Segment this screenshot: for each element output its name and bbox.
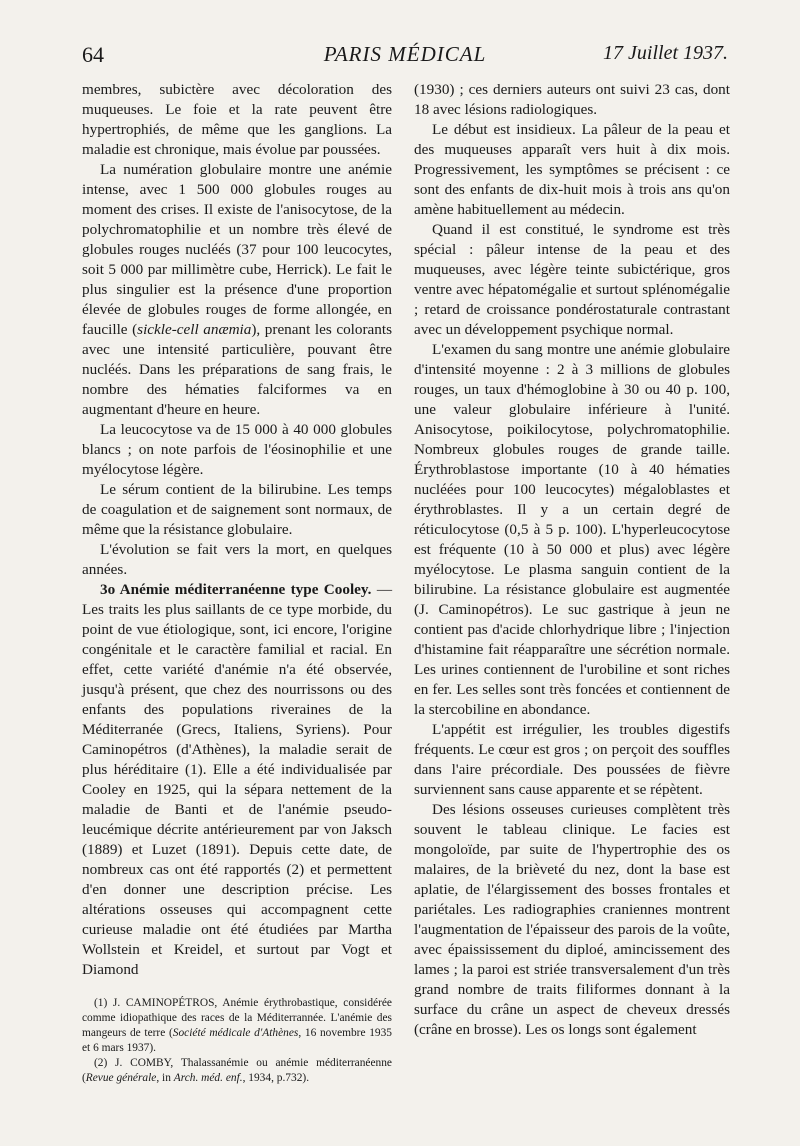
paragraph: L'évolution se fait vers la mort, en quelques années. <box>82 541 392 578</box>
section-heading: 3o Anémie méditerranéenne type Cooley. <box>100 581 372 598</box>
paragraph: La numération globulaire montre une anémie intense, avec 1 500 000 globules rouges au moment des crises. Il existe de l'anisocytose, de la polychromatophilie et un nombre très élevé de globules rouges nucléés (37 pour 100 leucocytes, soit 5 000 par millimètre cube, Herrick). Le fait le plus singulier est la présence d'une proportion élevée de globules rouges de forme allongée, en faucille (sickle-cell anæmia), prenant les colorants avec une intensité particulière, pouvant être nucléés. Dans les préparations de sang frais, le nombre des hématies falciformes va en augmentant d'heure en heure. <box>82 161 392 418</box>
page-header <box>82 42 728 76</box>
paragraph: Le sérum contient de la bilirubine. Les temps de coagulation et de saignement sont normaux, de même que la résistance globulaire. <box>82 481 392 538</box>
footnote: (2) J. COMBY, Thalassanémie ou anémie méditerranéenne (Revue générale, in Arch. méd. enf., 1934, p.732). <box>82 1057 392 1084</box>
paragraph: Le début est insidieux. La pâleur de la peau et des muqueuses apparaît vers huit à dix mois. Progressivement, les symptômes se précisent : ce sont des enfants de dix-huit mois à trois ans qu'on amène habituellement au médecin. <box>414 121 730 218</box>
paragraph: (1930) ; ces derniers auteurs ont suivi 23 cas, dont 18 avec lésions radiologiques. <box>414 81 730 118</box>
issue-date: 17 Juillet 1937. <box>603 42 728 64</box>
paragraph: L'examen du sang montre une anémie globulaire d'intensité moyenne : 2 à 3 millions de globules rouges, un taux d'hémoglobine à 30 ou 40 p. 100, une valeur globulaire inférieure à l'unité. Anisocytose, poikilocytose, polychromatophilie. Nombreux globules rouges de grande taille. Érythroblastose importante (10 à 40 hématies nucléées pour 100 leucocytes) mégaloblastes et érythroblastes. Il y a un certain degré de réticulocytose (0,5 à 5 p. 100). L'hyperleucocytose est fréquente (10 à 50 000 et plus) avec légère myélocytose. Le plasma sanguin contient de la bilirubine. La résistance globulaire est augmentée (J. Caminopétros). Le suc gastrique à jeun ne contient pas d'acide chlorhydrique libre ; l'injection d'histamine fait réapparaître une sécrétion normale. Les urines contiennent de l'urobiline et sont riches en fer. Les selles sont très foncées et contiennent de la stercobiline en abondance. <box>414 341 730 718</box>
left-column <box>82 80 392 1086</box>
paragraph: membres, subictère avec décoloration des muqueuses. Le foie et la rate peuvent être hypertrophiés, de même que les ganglions. La maladie est chronique, mais évolue par poussées. <box>82 81 392 158</box>
paragraph: Des lésions osseuses curieuses complètent très souvent le tableau clinique. Le facies est mongoloïde, par suite de l'hypertrophie des os malaires, de la brièveté du nez, dont la base est aplatie, de l'élargissement des bosses frontales et pariétales. Les radiographies craniennes montrent l'augmentation de l'épaisseur des parois de la voûte, avec épaississement du diploé, amincissement des lames ; la paroi est striée transversalement d'un très grand nombre de traits filiformes donnant à la surface du crâne un aspect de cheveux dressés (crâne en brosse). Les os longs sont également <box>414 801 730 1038</box>
italic-term: sickle-cell anæmia <box>137 321 252 338</box>
paragraph: 3o Anémie méditerranéenne type Cooley. — Les traits les plus saillants de ce type morbide, du point de vue étiologique, sont, ici encore, l'origine congénitale et le caractère familial et racial. En effet, cette variété d'anémie n'a été observée, jusqu'à présent, que chez des nourrissons ou des enfants des populations riveraines de la Méditerranée (Grecs, Italiens, Syriens). Pour Caminopétros (d'Athènes), la maladie serait de plus héréditaire (1). Elle a été individualisée par Cooley en 1925, qui la sépara nettement de la maladie de Banti et de l'anémie pseudo-leucémique décrite antérieurement par von Jaksch (1889) et Luzet (1891). Depuis cette date, de nombreux cas ont été rapportés (2) et permettent d'en donner une description précise. Les altérations osseuses qui accompagnent cette curieuse maladie ont été étudiées par Martha Wollstein et Kreidel, et surtout par Vogt et Diamond <box>82 581 392 978</box>
paragraph: Quand il est constitué, le syndrome est très spécial : pâleur intense de la peau et des muqueuses, avec légère teinte subictérique, gros ventre avec hépatomégalie et surtout splénomégalie ; retard de croissance pondérostaturale contrastant avec un développement psychique normal. <box>414 221 730 338</box>
paragraph: L'appétit est irrégulier, les troubles digestifs fréquents. Le cœur est gros ; on perçoit des souffles dans l'aire précordiale. Des poussées de fièvre surviennent sans cause apparente et se répètent. <box>414 721 730 798</box>
journal-title: PARIS MÉDICAL <box>323 42 487 66</box>
footnotes <box>82 996 392 1086</box>
page-number: 64 <box>82 42 104 67</box>
paragraph: La leucocytose va de 15 000 à 40 000 globules blancs ; on note parfois de l'éosinophilie et une myélocytose légère. <box>82 421 392 478</box>
right-column <box>414 80 730 1040</box>
footnote: (1) J. CAMINOPÉTROS, Anémie érythrobastique, considérée comme idiopathique des races de la Méditerrannée. L'anémie des mangeurs de terre (Société médicale d'Athènes, 16 novembre 1935 et 6 mars 1937). <box>82 997 393 1054</box>
